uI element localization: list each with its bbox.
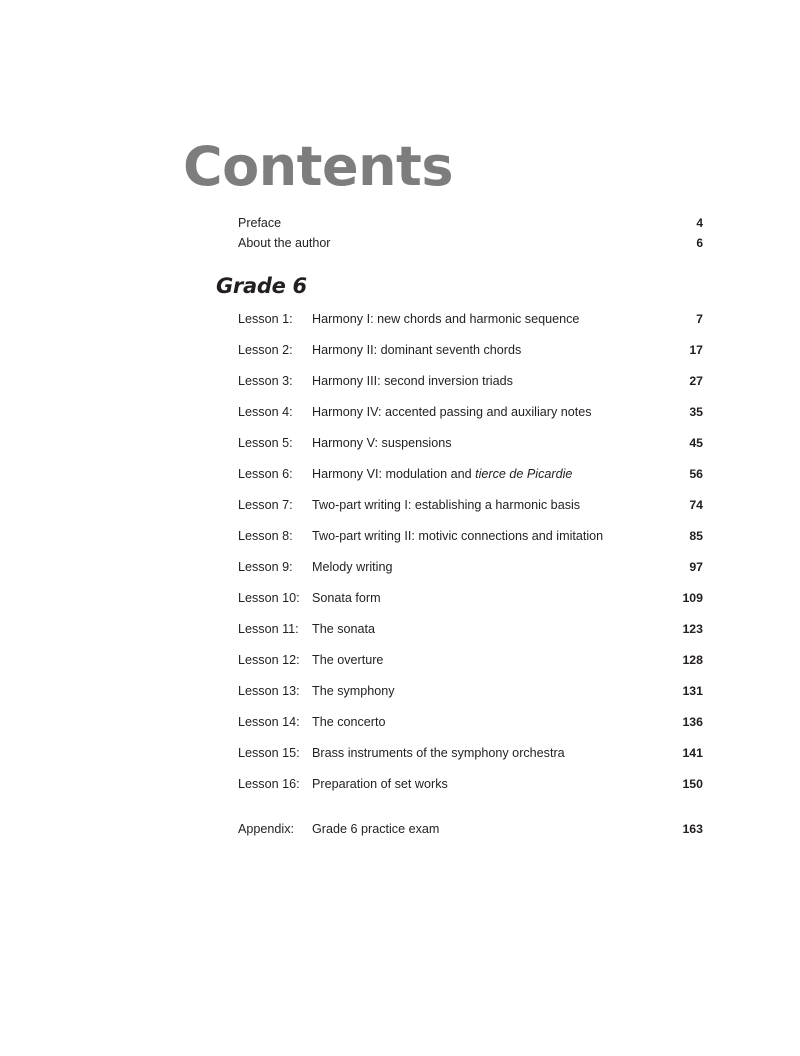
lesson-page-number: 45 — [689, 436, 703, 450]
lesson-title: Harmony IV: accented passing and auxiliary notes — [312, 405, 592, 419]
lesson-title-plain: Harmony VI: modulation and — [312, 467, 476, 481]
list-item[interactable] — [238, 374, 703, 388]
lesson-number: Lesson 7: — [238, 498, 293, 512]
list-item[interactable] — [238, 343, 703, 357]
lesson-title: The concerto — [312, 715, 386, 729]
lesson-page-number: 7 — [696, 312, 703, 326]
list-item[interactable] — [238, 622, 703, 636]
lesson-page-number: 56 — [689, 467, 703, 481]
lesson-title: Harmony I: new chords and harmonic sequence — [312, 312, 580, 326]
lesson-title: Melody writing — [312, 560, 393, 574]
list-item[interactable] — [238, 715, 703, 729]
lesson-title: Harmony II: dominant seventh chords — [312, 343, 522, 357]
lesson-page-number: 97 — [689, 560, 703, 574]
lesson-number: Lesson 8: — [238, 529, 293, 543]
lesson-number: Lesson 10: — [238, 591, 300, 605]
lesson-title: Two-part writing II: motivic connections and imitation — [312, 529, 604, 543]
lesson-page-number: 136 — [682, 715, 703, 729]
lesson-title: Harmony III: second inversion triads — [312, 374, 513, 388]
lesson-page-number: 123 — [682, 622, 703, 636]
list-item[interactable] — [238, 684, 703, 698]
list-item[interactable] — [238, 498, 703, 512]
appendix-title: Grade 6 practice exam — [312, 822, 440, 836]
lesson-number: Lesson 14: — [238, 715, 300, 729]
lesson-page-number: 150 — [682, 777, 703, 791]
list-item[interactable] — [238, 591, 703, 605]
lesson-page-number: 141 — [682, 746, 703, 760]
list-item[interactable] — [238, 216, 703, 230]
lesson-title: Two-part writing I: establishing a harmonic basis — [312, 498, 581, 512]
lesson-title: The symphony — [312, 684, 395, 698]
lesson-title: Preparation of set works — [312, 777, 448, 791]
lesson-number: Lesson 12: — [238, 653, 300, 667]
list-item[interactable] — [238, 560, 703, 574]
section-heading-grade: Grade 6 — [216, 274, 307, 298]
list-item[interactable] — [238, 777, 703, 791]
lesson-number: Lesson 16: — [238, 777, 300, 791]
lesson-title: The sonata — [312, 622, 376, 636]
lesson-page-number: 27 — [689, 374, 703, 388]
lesson-title — [312, 467, 675, 481]
lesson-number: Lesson 3: — [238, 374, 293, 388]
list-item[interactable] — [238, 312, 703, 326]
lesson-title: The overture — [312, 653, 384, 667]
lesson-number: Lesson 5: — [238, 436, 293, 450]
lesson-number: Lesson 2: — [238, 343, 293, 357]
lesson-number: Lesson 4: — [238, 405, 293, 419]
lesson-number: Lesson 11: — [238, 622, 299, 636]
lesson-number: Lesson 6: — [238, 467, 293, 481]
lesson-page-number: 85 — [689, 529, 703, 543]
table-of-contents — [183, 135, 703, 853]
lesson-number: Lesson 15: — [238, 746, 300, 760]
list-item[interactable] — [238, 405, 703, 419]
lesson-title: Harmony V: suspensions — [312, 436, 452, 450]
list-item[interactable] — [238, 436, 703, 450]
lesson-page-number: 109 — [682, 591, 703, 605]
front-matter-page: 4 — [696, 216, 703, 230]
list-item[interactable] — [238, 746, 703, 760]
lesson-number: Lesson 9: — [238, 560, 293, 574]
lesson-number: Lesson 13: — [238, 684, 300, 698]
appendix-label: Appendix: — [238, 822, 295, 836]
lesson-title-italic: tierce de Picardie — [475, 467, 573, 481]
list-item[interactable] — [238, 529, 703, 543]
front-matter-page: 6 — [696, 236, 703, 250]
front-matter-label: About the author — [238, 236, 331, 250]
lesson-title: Sonata form — [312, 591, 381, 605]
list-item[interactable] — [238, 467, 703, 481]
list-item-appendix[interactable] — [238, 822, 703, 836]
list-item[interactable] — [238, 236, 703, 250]
front-matter-list — [238, 216, 703, 250]
lesson-page-number: 74 — [689, 498, 703, 512]
lesson-title: Brass instruments of the symphony orchestra — [312, 746, 565, 760]
page-title: Contents — [183, 135, 454, 198]
appendix-page-number: 163 — [682, 822, 703, 836]
list-item[interactable] — [238, 653, 703, 667]
lesson-number: Lesson 1: — [238, 312, 293, 326]
lesson-list — [238, 312, 703, 836]
lesson-page-number: 17 — [689, 343, 703, 357]
front-matter-label: Preface — [238, 216, 282, 230]
lesson-page-number: 128 — [682, 653, 703, 667]
lesson-page-number: 131 — [682, 684, 703, 698]
lesson-page-number: 35 — [689, 405, 703, 419]
